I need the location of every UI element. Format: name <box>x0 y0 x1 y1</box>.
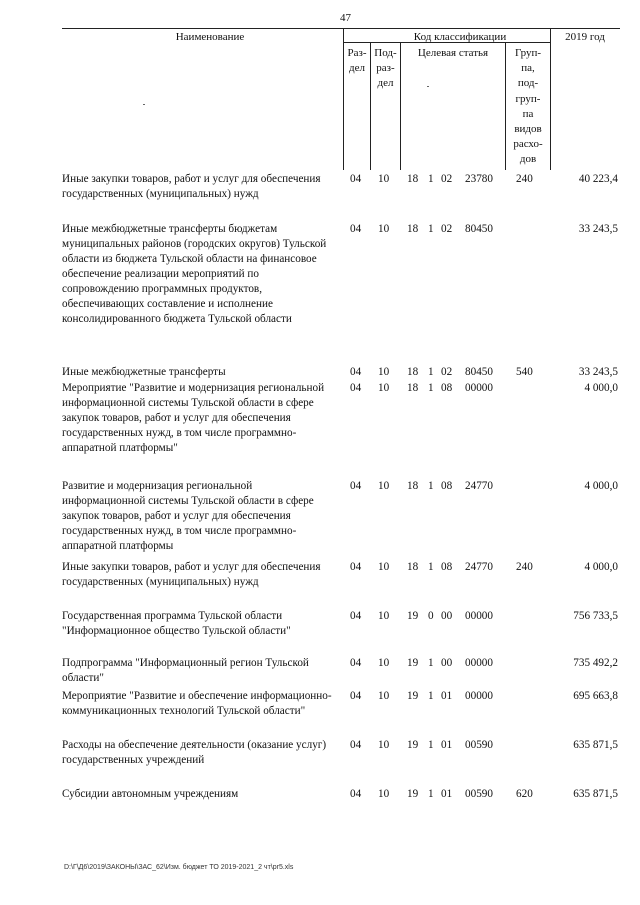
podrazdel-cell: 10 <box>378 690 390 702</box>
podrazdel-cell: 10 <box>378 173 390 185</box>
amount-2019-cell: 4 000,0 <box>584 382 618 394</box>
target-program-cell: 19 <box>407 657 419 669</box>
target-direction-cell: 24770 <box>465 480 493 492</box>
expense-group-cell: 240 <box>516 173 533 185</box>
target-direction-cell: 80450 <box>465 366 493 378</box>
item-name-cell: Развитие и модернизация региональной информационной системы Тульской области в сфере закупок товаров, работ и услуг для обеспечения государственных нужд, в том числе программно-аппаратной платформы <box>62 480 314 552</box>
razdel-cell: 04 <box>350 366 362 378</box>
item-name-cell: Иные межбюджетные трансферты бюджетам муниципальных районов (городских округов) Тульской области из бюджета Тульской области на финансовое обеспечение реализации мероприятий по сопровождению программных продуктов, обеспечивающих составление и исполнение консолидированного бюджета Тульской области <box>62 223 327 325</box>
razdel-cell: 04 <box>350 788 362 800</box>
header-target: Целевая статья <box>417 47 489 59</box>
target-subprogram-cell: 1 <box>428 657 434 669</box>
podrazdel-cell: 10 <box>378 657 390 669</box>
target-program-cell: 18 <box>407 480 419 492</box>
amount-2019-cell: 33 243,5 <box>578 366 618 378</box>
razdel-cell: 04 <box>350 382 362 394</box>
amount-2019-cell: 4 000,0 <box>584 561 618 573</box>
target-subprogram-cell: 0 <box>428 610 434 622</box>
target-event-cell: 02 <box>441 366 453 378</box>
header-year: 2019 год <box>565 31 605 43</box>
target-direction-cell: 00000 <box>465 382 493 394</box>
scan-speck <box>143 104 145 105</box>
podrazdel-cell: 10 <box>378 788 390 800</box>
item-name-cell: Субсидии автономным учреждениям <box>62 788 239 800</box>
target-subprogram-cell: 1 <box>428 173 434 185</box>
target-direction-cell: 00590 <box>465 739 493 751</box>
target-event-cell: 01 <box>441 788 453 800</box>
podrazdel-cell: 10 <box>378 610 390 622</box>
razdel-cell: 04 <box>350 610 362 622</box>
amount-2019-cell: 635 871,5 <box>573 739 618 751</box>
podrazdel-cell: 10 <box>378 739 390 751</box>
header-razdel: Раз- дел <box>347 47 367 74</box>
razdel-cell: 04 <box>350 657 362 669</box>
target-direction-cell: 23780 <box>465 173 493 185</box>
razdel-cell: 04 <box>350 739 362 751</box>
amount-2019-cell: 695 663,8 <box>573 690 618 702</box>
razdel-cell: 04 <box>350 690 362 702</box>
target-event-cell: 00 <box>441 657 453 669</box>
page-number: 47 <box>340 12 351 24</box>
target-subprogram-cell: 1 <box>428 739 434 751</box>
item-name-cell: Иные закупки товаров, работ и услуг для обеспечения государственных (муниципальных) нужд <box>62 561 321 588</box>
target-program-cell: 19 <box>407 739 419 751</box>
item-name-cell: Мероприятие "Развитие и обеспечение информационно-коммуникационных технологий Тульской области" <box>62 690 332 717</box>
expense-group-cell: 540 <box>516 366 533 378</box>
header-name: Наименование <box>175 31 245 43</box>
amount-2019-cell: 735 492,2 <box>573 657 618 669</box>
target-direction-cell: 00000 <box>465 690 493 702</box>
target-subprogram-cell: 1 <box>428 788 434 800</box>
target-direction-cell: 00000 <box>465 657 493 669</box>
item-name-cell: Расходы на обеспечение деятельности (оказание услуг) государственных учреждений <box>62 739 327 766</box>
target-subprogram-cell: 1 <box>428 480 434 492</box>
file-path-footer: D:\Г\Д6\2019\ЗАКОНЫ\ЗАС_62\Изм. бюджет ТО 2019-2021_2 чт\pr5.xls <box>64 864 294 871</box>
target-subprogram-cell: 1 <box>428 561 434 573</box>
amount-2019-cell: 756 733,5 <box>573 610 618 622</box>
target-event-cell: 02 <box>441 173 453 185</box>
target-event-cell: 01 <box>441 739 453 751</box>
item-name-cell: Подпрограмма "Информационный регион Тульской области" <box>62 657 309 684</box>
target-subprogram-cell: 1 <box>428 223 434 235</box>
target-direction-cell: 80450 <box>465 223 493 235</box>
item-name-cell: Мероприятие "Развитие и модернизация региональной информационной системы Тульской области в сфере закупок товаров, работ и услуг для обеспечения государственных нужд, в том числе программно-аппаратной платформы" <box>62 382 325 454</box>
target-subprogram-cell: 1 <box>428 382 434 394</box>
header-group: Груп- па, под- груп- па видов расхо- дов <box>513 47 543 166</box>
item-name-cell: Государственная программа Тульской области "Информационное общество Тульской области" <box>62 610 291 637</box>
podrazdel-cell: 10 <box>378 561 390 573</box>
razdel-cell: 04 <box>350 173 362 185</box>
target-direction-cell: 24770 <box>465 561 493 573</box>
razdel-cell: 04 <box>350 223 362 235</box>
target-event-cell: 00 <box>441 610 453 622</box>
target-direction-cell: 00590 <box>465 788 493 800</box>
target-program-cell: 19 <box>407 690 419 702</box>
razdel-cell: 04 <box>350 561 362 573</box>
podrazdel-cell: 10 <box>378 480 390 492</box>
amount-2019-cell: 40 223,4 <box>578 173 618 185</box>
item-name-cell: Иные межбюджетные трансферты <box>62 366 226 378</box>
amount-2019-cell: 635 871,5 <box>573 788 618 800</box>
target-event-cell: 08 <box>441 382 453 394</box>
header-top-border <box>62 28 620 29</box>
col-divider-podrazdel <box>400 42 401 170</box>
header-podrazdel: Под- раз- дел <box>374 47 397 89</box>
amount-2019-cell: 33 243,5 <box>578 223 618 235</box>
amount-2019-cell: 4 000,0 <box>584 480 618 492</box>
target-event-cell: 01 <box>441 690 453 702</box>
podrazdel-cell: 10 <box>378 366 390 378</box>
target-event-cell: 08 <box>441 480 453 492</box>
header-code: Код классификации <box>413 31 507 43</box>
target-program-cell: 18 <box>407 223 419 235</box>
target-program-cell: 18 <box>407 561 419 573</box>
target-event-cell: 02 <box>441 223 453 235</box>
expense-group-cell: 620 <box>516 788 533 800</box>
target-program-cell: 19 <box>407 610 419 622</box>
target-direction-cell: 00000 <box>465 610 493 622</box>
razdel-cell: 04 <box>350 480 362 492</box>
podrazdel-cell: 10 <box>378 382 390 394</box>
podrazdel-cell: 10 <box>378 223 390 235</box>
target-program-cell: 18 <box>407 173 419 185</box>
target-program-cell: 19 <box>407 788 419 800</box>
scan-speck <box>427 86 429 87</box>
expense-group-cell: 240 <box>516 561 533 573</box>
target-subprogram-cell: 1 <box>428 690 434 702</box>
target-event-cell: 08 <box>441 561 453 573</box>
target-subprogram-cell: 1 <box>428 366 434 378</box>
col-divider-group <box>550 28 551 170</box>
item-name-cell: Иные закупки товаров, работ и услуг для обеспечения государственных (муниципальных) нужд <box>62 173 321 200</box>
target-program-cell: 18 <box>407 382 419 394</box>
target-program-cell: 18 <box>407 366 419 378</box>
